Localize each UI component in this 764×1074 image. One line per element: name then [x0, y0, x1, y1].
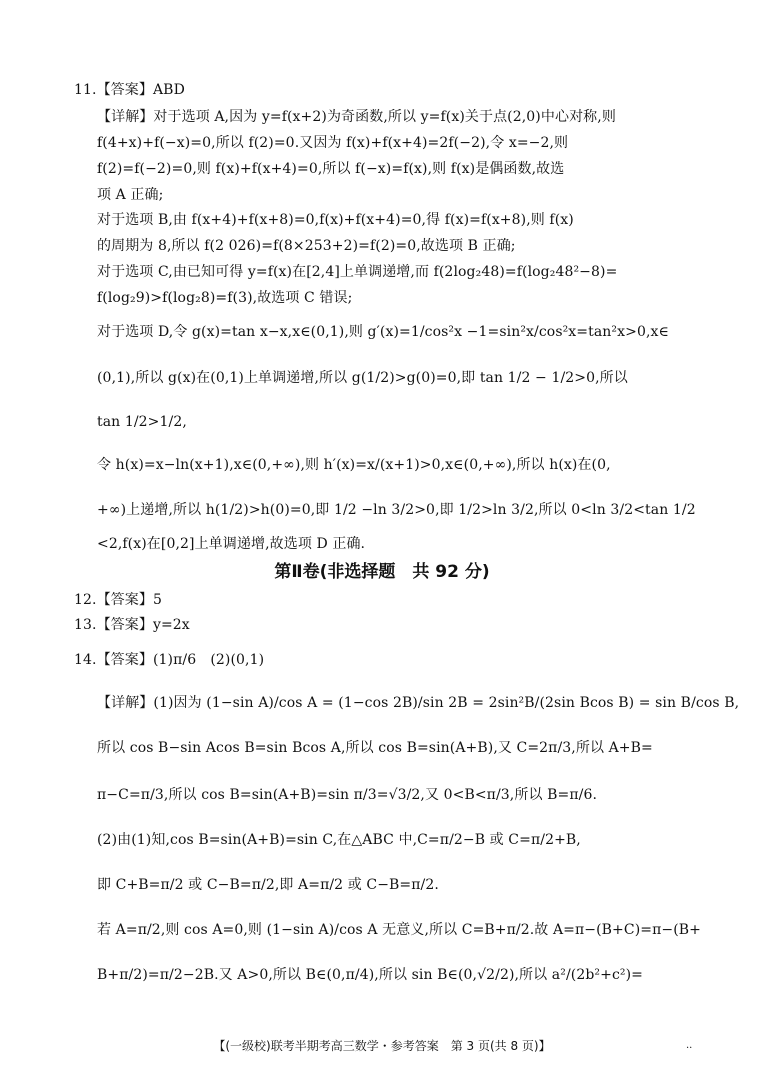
q12-answer: 12.【答案】5 — [74, 592, 162, 608]
q11-line-8: f(log₂9)>f(log₂8)=f(3),故选项 C 错误; — [97, 290, 353, 306]
q11-line-4: 项 A 正确; — [97, 187, 164, 203]
q11-line-12: 令 h(x)=x−ln(x+1),x∈(0,+∞),则 h′(x)=x/(x+1)>0,x∈(0,+∞),所以 h(x)在(0, — [97, 457, 611, 473]
q14-line-1: 【详解】(1)因为 (1−sin A)/cos A = (1−cos 2B)/sin 2B = 2sin²B/(2sin Bcos B) = sin B/cos B, — [97, 695, 740, 711]
footer-mark: .. — [686, 1040, 693, 1051]
q11-answer: 11.【答案】ABD — [74, 82, 185, 98]
q14-line-3: π−C=π/3,所以 cos B=sin(A+B)=sin π/3=√3/2,又 0<B<π/3,所以 B=π/6. — [97, 787, 597, 803]
q11-line-3: f(2)=f(−2)=0,则 f(x)+f(x+4)=0,所以 f(−x)=f(x),则 f(x)是偶函数,故选 — [97, 161, 565, 177]
q11-line-9: 对于选项 D,令 g(x)=tan x−x,x∈(0,1),则 g′(x)=1/cos²x −1=sin²x/cos²x=tan²x>0,x∈ — [97, 324, 669, 340]
q11-line-1: 【详解】对于选项 A,因为 y=f(x+2)为奇函数,所以 y=f(x)关于点(2,0)中心对称,则 — [97, 109, 616, 125]
q11-line-10: (0,1),所以 g(x)在(0,1)上单调递增,所以 g(1/2)>g(0)=0,即 tan 1/2 − 1/2>0,所以 — [97, 370, 628, 386]
q11-line-6: 的周期为 8,所以 f(2 026)=f(8×253+2)=f(2)=0,故选项 B 正确; — [97, 238, 516, 254]
q14-line-5: 即 C+B=π/2 或 C−B=π/2,即 A=π/2 或 C−B=π/2. — [97, 877, 439, 893]
q11-line-11: tan 1/2>1/2, — [97, 414, 187, 430]
page-footer: 【(一级校)联考半期考高三数学・参考答案 第 3 页(共 8 页)】 — [213, 1039, 551, 1053]
q11-line-13: +∞)上递增,所以 h(1/2)>h(0)=0,即 1/2 −ln 3/2>0,即 1/2>ln 3/2,所以 0<ln 3/2<tan 1/2 — [97, 502, 696, 518]
q11-line-2: f(4+x)+f(−x)=0,所以 f(2)=0.又因为 f(x)+f(x+4)=2f(−2),令 x=−2,则 — [97, 135, 569, 151]
q14-line-2: 所以 cos B−sin Acos B=sin Bcos A,所以 cos B=sin(A+B),又 C=2π/3,所以 A+B= — [97, 740, 653, 756]
q14-answer: 14.【答案】(1)π/6 (2)(0,1) — [74, 652, 265, 668]
q11-line-5: 对于选项 B,由 f(x+4)+f(x+8)=0,f(x)+f(x+4)=0,得 f(x)=f(x+8),则 f(x) — [97, 212, 574, 228]
q14-line-4: (2)由(1)知,cos B=sin(A+B)=sin C,在△ABC 中,C=π/2−B 或 C=π/2+B, — [97, 832, 581, 848]
q14-line-7: B+π/2)=π/2−2B.又 A>0,所以 B∈(0,π/4),所以 sin B∈(0,√2/2),所以 a²/(2b²+c²)= — [97, 967, 644, 983]
q11-line-14: <2,f(x)在[0,2]上单调递增,故选项 D 正确. — [97, 536, 366, 552]
q13-answer: 13.【答案】y=2x — [74, 617, 190, 633]
q14-line-6: 若 A=π/2,则 cos A=0,则 (1−sin A)/cos A 无意义,所以 C=B+π/2.故 A=π−(B+C)=π−(B+ — [97, 922, 702, 938]
q11-line-7: 对于选项 C,由已知可得 y=f(x)在[2,4]上单调递增,而 f(2log₂48)=f(log₂48²−8)= — [97, 264, 618, 280]
section-title: 第Ⅱ卷(非选择题 共 92 分) — [274, 562, 490, 582]
